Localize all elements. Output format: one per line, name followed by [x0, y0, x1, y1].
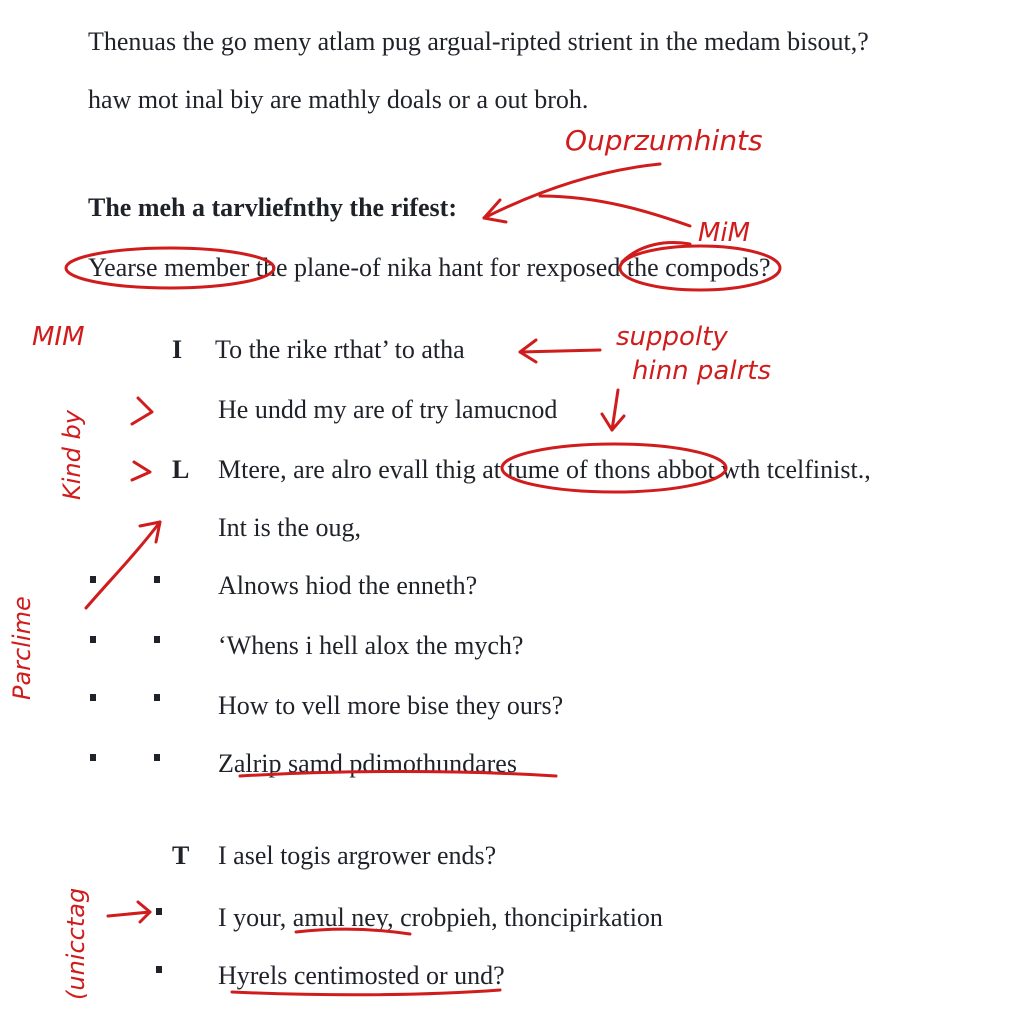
arrowhead [520, 340, 536, 362]
bullet-dot [154, 754, 160, 761]
annotation-mim-right: MiM [698, 218, 751, 248]
bullet-dot [156, 966, 162, 973]
lead-line: Yearse member the plane-of nika hant for rexposed the compods? [88, 253, 771, 282]
list-marker-t: T [172, 841, 190, 870]
arrow-tail [540, 196, 690, 226]
annotation-vertical-2: Parclime [8, 596, 36, 700]
bullet-dot [154, 576, 160, 583]
annotation-vertical-1: Kind by [58, 410, 86, 500]
bullet-dot [90, 754, 96, 761]
bullet-dot [156, 908, 162, 915]
list-item: Int is the oug, [218, 513, 361, 542]
annotation-vertical-3: (unicctag [62, 887, 90, 1000]
list-item: I your, amul ney, crobpieh, thoncipirkation [218, 903, 663, 932]
annotation-supports-2: hinn palrts [632, 356, 772, 386]
arrowhead [138, 902, 150, 922]
arrow-to-item-i [520, 350, 600, 352]
list-item: Zalrip samd pdimothundares [218, 749, 517, 778]
list-item: Alnows hiod the enneth? [218, 571, 478, 600]
annotation-top-right: Ouprzumhints [565, 124, 763, 157]
section-heading: The meh a tarvliefnthy the rifest: [88, 193, 457, 222]
down-arrow [612, 390, 618, 430]
list-item: He undd my are of try lamucnod [218, 395, 558, 424]
arrowhead [484, 200, 506, 222]
list-item: Hyrels centimosted or und? [218, 961, 505, 990]
check-mark [132, 398, 152, 424]
list-marker-l: L [172, 455, 190, 484]
intro-line-1: Thenuas the go meny atlam pug argual-ripted strient in the medam bisout,? [88, 27, 869, 56]
bullet-dot [90, 694, 96, 701]
bullet-dot [154, 694, 160, 701]
list-item: To the rike rthat’ to atha [215, 335, 465, 364]
arrow-to-heading [484, 164, 660, 218]
bullet-dot [90, 576, 96, 583]
arrow-to-bullet [108, 912, 150, 916]
list-item: I asel togis argrower ends? [218, 841, 497, 870]
arrowhead [140, 522, 160, 542]
annotation-supports-1: suppolty [616, 322, 728, 352]
arrowhead [602, 414, 624, 430]
list-item: How to vell more bise they ours? [218, 691, 564, 720]
bullet-dot [154, 636, 160, 643]
list-marker-i: I [172, 335, 183, 364]
annotation-mim-left: MIM [32, 322, 85, 352]
diagonal-arrow [86, 522, 160, 608]
check-mark [132, 462, 150, 480]
list-item: ‘Whens i hell alox the mych? [218, 631, 524, 660]
list-item: Mtere, are alro evall thig at tume of thons abbot wth tcelfinist., [218, 455, 871, 484]
intro-line-2: haw mot inal biy are mathly doals or a out broh. [88, 85, 589, 114]
bullet-dot [90, 636, 96, 643]
